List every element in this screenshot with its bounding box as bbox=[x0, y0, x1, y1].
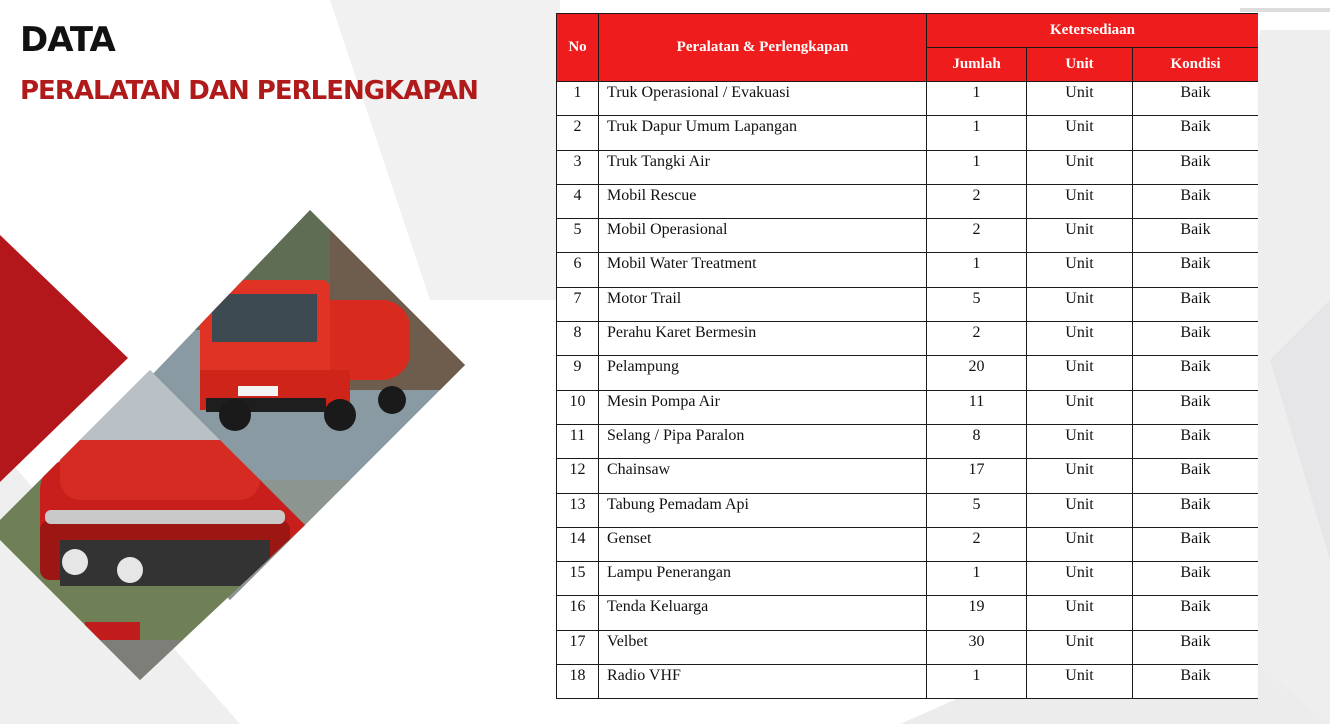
cell-item: Mobil Rescue bbox=[599, 184, 927, 218]
cell-kondisi: Baik bbox=[1133, 527, 1259, 561]
table-row bbox=[557, 562, 1259, 596]
cell-jumlah: 8 bbox=[927, 424, 1027, 458]
cell-kondisi: Baik bbox=[1133, 390, 1259, 424]
cell-item: Velbet bbox=[599, 630, 927, 664]
cell-unit: Unit bbox=[1027, 219, 1133, 253]
cell-item: Lampu Penerangan bbox=[599, 562, 927, 596]
cell-jumlah: 1 bbox=[927, 116, 1027, 150]
cell-item: Motor Trail bbox=[599, 287, 927, 321]
cell-jumlah: 5 bbox=[927, 287, 1027, 321]
cell-no: 2 bbox=[557, 116, 599, 150]
cell-jumlah: 1 bbox=[927, 82, 1027, 116]
cell-unit: Unit bbox=[1027, 493, 1133, 527]
cell-unit: Unit bbox=[1027, 527, 1133, 561]
cell-item: Truk Dapur Umum Lapangan bbox=[599, 116, 927, 150]
cell-jumlah: 1 bbox=[927, 562, 1027, 596]
cell-jumlah: 30 bbox=[927, 630, 1027, 664]
cell-unit: Unit bbox=[1027, 562, 1133, 596]
cell-unit: Unit bbox=[1027, 82, 1133, 116]
cell-no: 15 bbox=[557, 562, 599, 596]
cell-unit: Unit bbox=[1027, 424, 1133, 458]
cell-no: 8 bbox=[557, 322, 599, 356]
cell-jumlah: 11 bbox=[927, 390, 1027, 424]
cell-item: Truk Tangki Air bbox=[599, 150, 927, 184]
header-ketersediaan: Ketersediaan bbox=[927, 14, 1259, 48]
cell-unit: Unit bbox=[1027, 116, 1133, 150]
table-row bbox=[557, 596, 1259, 630]
cell-kondisi: Baik bbox=[1133, 493, 1259, 527]
header-item: Peralatan & Perlengkapan bbox=[599, 14, 927, 82]
table-row bbox=[557, 665, 1259, 699]
cell-unit: Unit bbox=[1027, 630, 1133, 664]
equipment-table-container bbox=[556, 13, 1258, 699]
cell-kondisi: Baik bbox=[1133, 424, 1259, 458]
vehicle-photo-collage bbox=[0, 210, 470, 690]
cell-jumlah: 2 bbox=[927, 184, 1027, 218]
cell-kondisi: Baik bbox=[1133, 562, 1259, 596]
table-row bbox=[557, 287, 1259, 321]
cell-jumlah: 2 bbox=[927, 322, 1027, 356]
cell-jumlah: 17 bbox=[927, 459, 1027, 493]
table-row bbox=[557, 424, 1259, 458]
cell-no: 16 bbox=[557, 596, 599, 630]
cell-kondisi: Baik bbox=[1133, 184, 1259, 218]
cell-no: 10 bbox=[557, 390, 599, 424]
cell-no: 14 bbox=[557, 527, 599, 561]
cell-unit: Unit bbox=[1027, 665, 1133, 699]
cell-kondisi: Baik bbox=[1133, 630, 1259, 664]
cell-unit: Unit bbox=[1027, 150, 1133, 184]
cell-item: Perahu Karet Bermesin bbox=[599, 322, 927, 356]
table-row bbox=[557, 116, 1259, 150]
table-row bbox=[557, 219, 1259, 253]
cell-kondisi: Baik bbox=[1133, 596, 1259, 630]
table-row bbox=[557, 630, 1259, 664]
table-row bbox=[557, 356, 1259, 390]
cell-kondisi: Baik bbox=[1133, 253, 1259, 287]
cell-no: 11 bbox=[557, 424, 599, 458]
table-row bbox=[557, 493, 1259, 527]
cell-kondisi: Baik bbox=[1133, 322, 1259, 356]
cell-jumlah: 5 bbox=[927, 493, 1027, 527]
table-row bbox=[557, 390, 1259, 424]
table-row bbox=[557, 322, 1259, 356]
cell-item: Tenda Keluarga bbox=[599, 596, 927, 630]
cell-unit: Unit bbox=[1027, 184, 1133, 218]
cell-item: Truk Operasional / Evakuasi bbox=[599, 82, 927, 116]
cell-kondisi: Baik bbox=[1133, 287, 1259, 321]
page-subtitle: PERALATAN DAN PERLENGKAPAN bbox=[20, 76, 478, 106]
page-title: DATA bbox=[20, 20, 115, 60]
cell-item: Mesin Pompa Air bbox=[599, 390, 927, 424]
cell-unit: Unit bbox=[1027, 390, 1133, 424]
cell-item: Mobil Water Treatment bbox=[599, 253, 927, 287]
cell-unit: Unit bbox=[1027, 287, 1133, 321]
cell-kondisi: Baik bbox=[1133, 459, 1259, 493]
cell-unit: Unit bbox=[1027, 459, 1133, 493]
cell-kondisi: Baik bbox=[1133, 150, 1259, 184]
table-body bbox=[557, 82, 1259, 699]
cell-no: 4 bbox=[557, 184, 599, 218]
header-jumlah: Jumlah bbox=[927, 48, 1027, 82]
cell-no: 18 bbox=[557, 665, 599, 699]
cell-no: 6 bbox=[557, 253, 599, 287]
cell-no: 17 bbox=[557, 630, 599, 664]
cell-no: 5 bbox=[557, 219, 599, 253]
equipment-table bbox=[556, 13, 1258, 699]
cell-item: Pelampung bbox=[599, 356, 927, 390]
cell-item: Tabung Pemadam Api bbox=[599, 493, 927, 527]
cell-kondisi: Baik bbox=[1133, 116, 1259, 150]
table-row bbox=[557, 184, 1259, 218]
cell-unit: Unit bbox=[1027, 253, 1133, 287]
cell-no: 13 bbox=[557, 493, 599, 527]
cell-jumlah: 19 bbox=[927, 596, 1027, 630]
cell-kondisi: Baik bbox=[1133, 665, 1259, 699]
table-row bbox=[557, 527, 1259, 561]
cell-no: 3 bbox=[557, 150, 599, 184]
table-row bbox=[557, 459, 1259, 493]
cell-item: Selang / Pipa Paralon bbox=[599, 424, 927, 458]
cell-no: 12 bbox=[557, 459, 599, 493]
cell-jumlah: 20 bbox=[927, 356, 1027, 390]
cell-no: 7 bbox=[557, 287, 599, 321]
cell-unit: Unit bbox=[1027, 356, 1133, 390]
cell-jumlah: 1 bbox=[927, 253, 1027, 287]
cell-no: 1 bbox=[557, 82, 599, 116]
cell-kondisi: Baik bbox=[1133, 219, 1259, 253]
cell-no: 9 bbox=[557, 356, 599, 390]
cell-jumlah: 1 bbox=[927, 150, 1027, 184]
cell-item: Radio VHF bbox=[599, 665, 927, 699]
table-row bbox=[557, 150, 1259, 184]
cell-jumlah: 2 bbox=[927, 527, 1027, 561]
header-unit: Unit bbox=[1027, 48, 1133, 82]
table-row bbox=[557, 82, 1259, 116]
cell-kondisi: Baik bbox=[1133, 356, 1259, 390]
cell-unit: Unit bbox=[1027, 596, 1133, 630]
cell-item: Genset bbox=[599, 527, 927, 561]
header-no: No bbox=[557, 14, 599, 82]
cell-item: Mobil Operasional bbox=[599, 219, 927, 253]
table-row bbox=[557, 253, 1259, 287]
cell-jumlah: 1 bbox=[927, 665, 1027, 699]
cell-unit: Unit bbox=[1027, 322, 1133, 356]
cell-item: Chainsaw bbox=[599, 459, 927, 493]
header-kondisi: Kondisi bbox=[1133, 48, 1259, 82]
cell-kondisi: Baik bbox=[1133, 82, 1259, 116]
cell-jumlah: 2 bbox=[927, 219, 1027, 253]
